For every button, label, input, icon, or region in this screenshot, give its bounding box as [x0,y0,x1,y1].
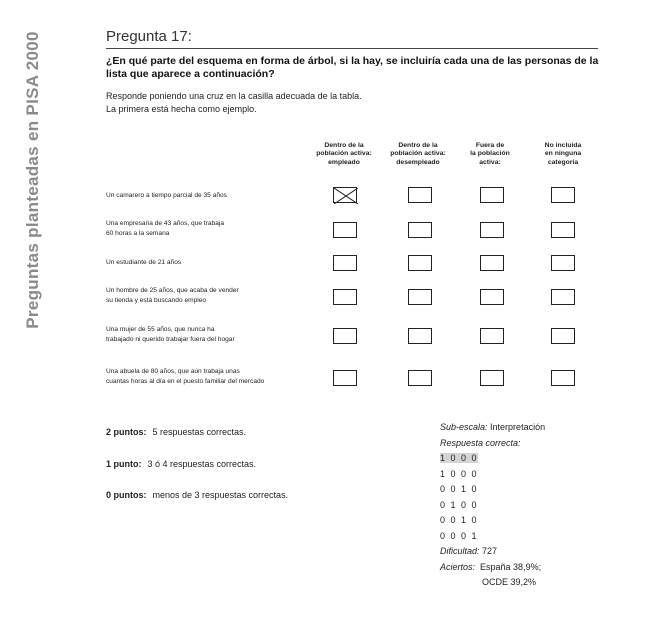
checkbox-r4-c3[interactable] [480,289,504,305]
answer-code-4: 0 1 0 0 [440,499,479,510]
checkbox-r1-c4[interactable] [551,187,575,203]
answer-code-5: 0 0 1 0 [440,515,479,525]
checkbox-r3-c3[interactable] [480,255,504,271]
checkbox-r1-c2[interactable] [408,187,432,203]
instruction-line-2: La primera está hecha como ejemplo. [106,104,257,114]
checkbox-r2-c1[interactable] [333,222,357,238]
score-line-1-point: 1 punto: 3 ó 4 respuestas correctas. [106,459,257,469]
row-label-woman: Una mujer de 55 años, que nunca ha trabajado ni querido trabajar fuera del hogar [106,326,235,343]
score-line-0-points: 0 puntos: menos de 3 respuestas correctas. [106,490,289,500]
row-label-businesswoman: Una empresaria de 43 años, que trabaja 60 horas a la semana [106,220,225,237]
checkbox-r3-c2[interactable] [408,255,432,271]
answer-code-1: 1 0 0 0 [440,453,479,463]
hits-spain: Aciertos: España 38,9%; [440,561,542,572]
checkbox-r6-c3[interactable] [480,370,504,386]
answer-code-6: 0 0 0 1 [440,530,479,541]
checkbox-r6-c1[interactable] [333,370,357,386]
column-header-outside: Fuera de la población activa: [470,142,510,166]
checkbox-r5-c2[interactable] [408,328,432,344]
column-header-employed: Dentro de la población activa: empleado [316,142,372,166]
column-header-none: No incluida en ninguna categoría [544,142,582,166]
checkbox-r2-c2[interactable] [408,222,432,238]
checkbox-r2-c3[interactable] [480,222,504,238]
question-text: ¿En qué parte del esquema en forma de árbol, si la hay, se incluiría cada una de las personas de la lista que aparece a continuación? [106,55,599,80]
hits-oecd: OCDE 39,2% [482,577,537,587]
row-label-student: Un estudiante de 21 años [106,259,182,266]
checkbox-r2-c4[interactable] [551,222,575,238]
checkbox-r4-c1[interactable] [333,289,357,305]
checkbox-r1-c1[interactable] [333,187,357,203]
checkbox-r6-c4[interactable] [551,370,575,386]
checkbox-r3-c1[interactable] [333,255,357,271]
sidebar-text: Preguntas planteadas en PISA 2000 [23,31,42,329]
title-divider [106,48,598,49]
column-header-unemployed: Dentro de la población activa: desempleado [390,142,446,166]
sidebar-vertical-title [18,20,48,340]
difficulty: Dificultad: 727 [440,546,498,556]
checkbox-r3-c4[interactable] [551,255,575,271]
row-label-man: Un hombre de 25 años, que acaba de vender su tienda y está buscando empleo [106,287,239,304]
answer-code-3: 0 0 1 0 [440,484,479,494]
checkbox-r5-c3[interactable] [480,328,504,344]
correct-answer-label: Respuesta correcta: [440,437,521,448]
instruction-line-1: Responde poniendo una cruz en la casilla adecuada de la tabla. [106,91,362,101]
score-line-2-points: 2 puntos: 5 respuestas correctas. [106,427,247,437]
subscale: Sub-escala: Interpretación [440,422,546,432]
answer-code-2: 1 0 0 0 [440,468,479,479]
row-label-grandmother: Una abuela de 80 años, que aún trabaja unas cuantas horas al día en el puesto familiar del mercado [106,368,265,385]
cross-mark-icon [334,188,358,204]
checkbox-r6-c2[interactable] [408,370,432,386]
checkbox-r5-c1[interactable] [333,328,357,344]
checkbox-r4-c4[interactable] [551,289,575,305]
answer-key [440,420,545,591]
checkbox-r5-c4[interactable] [551,328,575,344]
page-title: Pregunta 17: [106,28,192,45]
row-label-waiter: Un camarero a tiempo parcial de 35 años [106,192,227,199]
checkbox-r4-c2[interactable] [408,289,432,305]
instructions [106,90,362,116]
checkbox-r1-c3[interactable] [480,187,504,203]
